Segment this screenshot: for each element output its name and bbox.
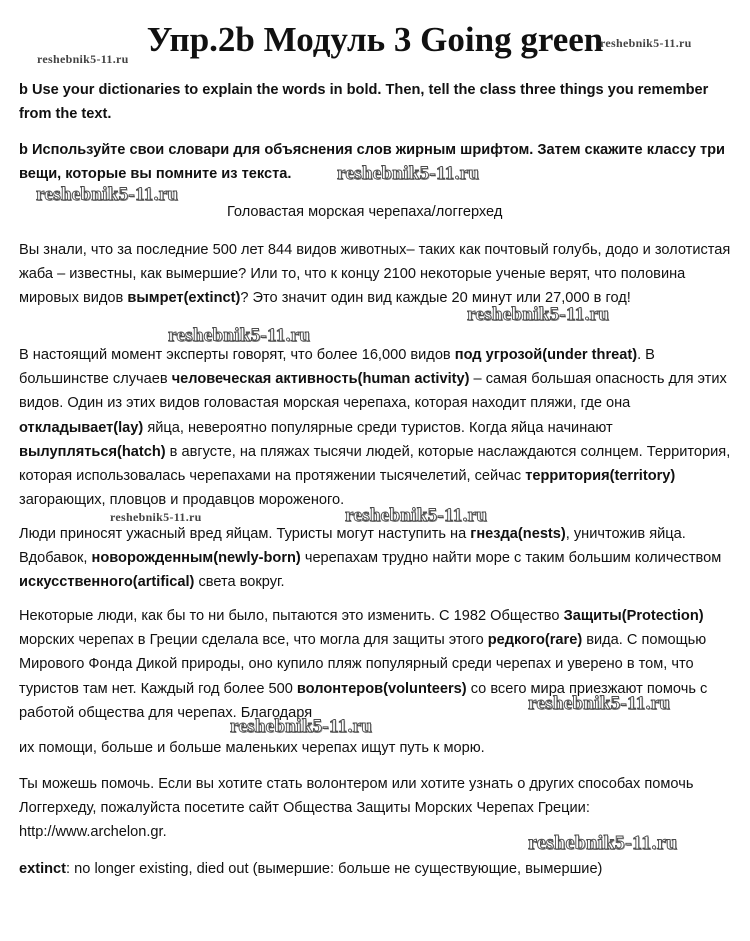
watermark: reshebnik5-11.ru xyxy=(168,325,311,346)
paragraph-3: Люди приносят ужасный вред яйцам. Туристы могут наступить на гнезда(nests), уничтожив яйца. Вдобавок, новорожденным(newly-born) черепахам трудно найти море с таким большим количеством искусственного(artifical) света вокруг. xyxy=(19,526,722,591)
watermark: reshebnik5-11.ru xyxy=(600,36,692,50)
watermark: reshebnik5-11.ru xyxy=(337,163,480,184)
intro-english: b Use your dictionaries to explain the words in bold. Then, tell the class three things you remember from the text. xyxy=(19,82,709,123)
paragraph-4: Некоторые люди, как бы то ни было, пытаются это изменить. С 1982 Общество Защиты(Protection) морских черепах в Греции сделала все, что могла для защиты этого редкого(rare) вида. С помощью Мирового Фонда Дикой природы, оно купило пляж популярный среди черепах и уверено в том, что туристов там нет. Каждый год более 500 волонтеров(volunteers) со всего мира приезжают помочь с работой общества для черепах. Благодаря xyxy=(19,608,708,721)
image-caption: Головастая морская черепаха/логгерхед xyxy=(227,204,503,220)
paragraph-1: Вы знали, что за последние 500 лет 844 видов животных– таких как почтовый голубь, додо и золотистая жаба – известны, как вымершие? Или то, что к концу 2100 некоторые ученые верят, что половина мировых видов вымрет(extinct)? Это значит один вид каждые 20 минут или 27,000 в год! xyxy=(19,242,731,307)
bold-term: под угрозой(under threat) xyxy=(454,347,638,363)
bold-term: вылупляться(hatch) xyxy=(19,443,166,460)
paragraph-4-end: их помощи, больше и больше маленьких черепах ищут путь к морю. xyxy=(19,740,485,756)
bold-term: новорожденным(newly-born) xyxy=(91,550,301,567)
watermark: reshebnik5-11.ru xyxy=(37,52,129,66)
bold-term: гнезда(nests) xyxy=(470,526,566,542)
bold-term: откладывает(lay) xyxy=(19,419,144,436)
page-title: Упр.2b Модуль 3 Going green xyxy=(146,20,604,59)
watermark: reshebnik5-11.ru xyxy=(36,184,179,205)
bold-term: Защиты(Protection) xyxy=(563,608,704,624)
bold-term: человеческая активность(human activity) xyxy=(171,371,470,388)
watermark: reshebnik5-11.ru xyxy=(345,505,488,526)
intro-russian: b Используйте свои словари для объяснения слов жирным шрифтом. Затем скажите классу три вещи, которые вы помните из текста. xyxy=(19,142,726,183)
bold-term: редкого(rare) xyxy=(487,632,583,649)
watermark: reshebnik5-11.ru xyxy=(528,693,671,714)
watermark: reshebnik5-11.ru xyxy=(230,716,373,737)
bold-term: территория(territory) xyxy=(525,468,676,485)
watermark: reshebnik5-11.ru xyxy=(528,832,678,854)
bold-term: искусственного(artifical) xyxy=(19,574,195,591)
watermark: reshebnik5-11.ru xyxy=(467,304,610,325)
bold-term: волонтеров(volunteers) xyxy=(296,680,467,697)
watermark: reshebnik5-11.ru xyxy=(110,510,202,524)
paragraph-5: Ты можешь помочь. Если вы хотите стать волонтером или хотите узнать о других способах помочь Логгерхеду, пожалуйста посетите сайт Общества Защиты Морских Черепах Греции: http://www.archelon.gr. xyxy=(19,776,694,841)
paragraph-2: В настоящий момент эксперты говорят, что более 16,000 видов под угрозой(under threat). В большинстве случаев человеческая активность(human activity) – самая большая опасность для этих видов. Один из этих видов головастая морская черепаха, которая находит пляжи, где она откладывает(lay) яйца, невероятно популярные среди туристов. Когда яйца начинают вылупляться(hatch) в августе, на пляжах тысячи людей, которые наслаждаются солнцем. Территория, которая использовалась черепахами на протяжении тысячелетий, сейчас территория(territory) загорающих, пловцов и продавцов мороженого. xyxy=(19,347,731,509)
definition: extinct: no longer existing, died out (вымершие: больше не существующие, вымершие) xyxy=(19,861,603,877)
definition-term: extinct xyxy=(19,861,67,877)
bold-term: вымрет(extinct) xyxy=(127,290,241,307)
